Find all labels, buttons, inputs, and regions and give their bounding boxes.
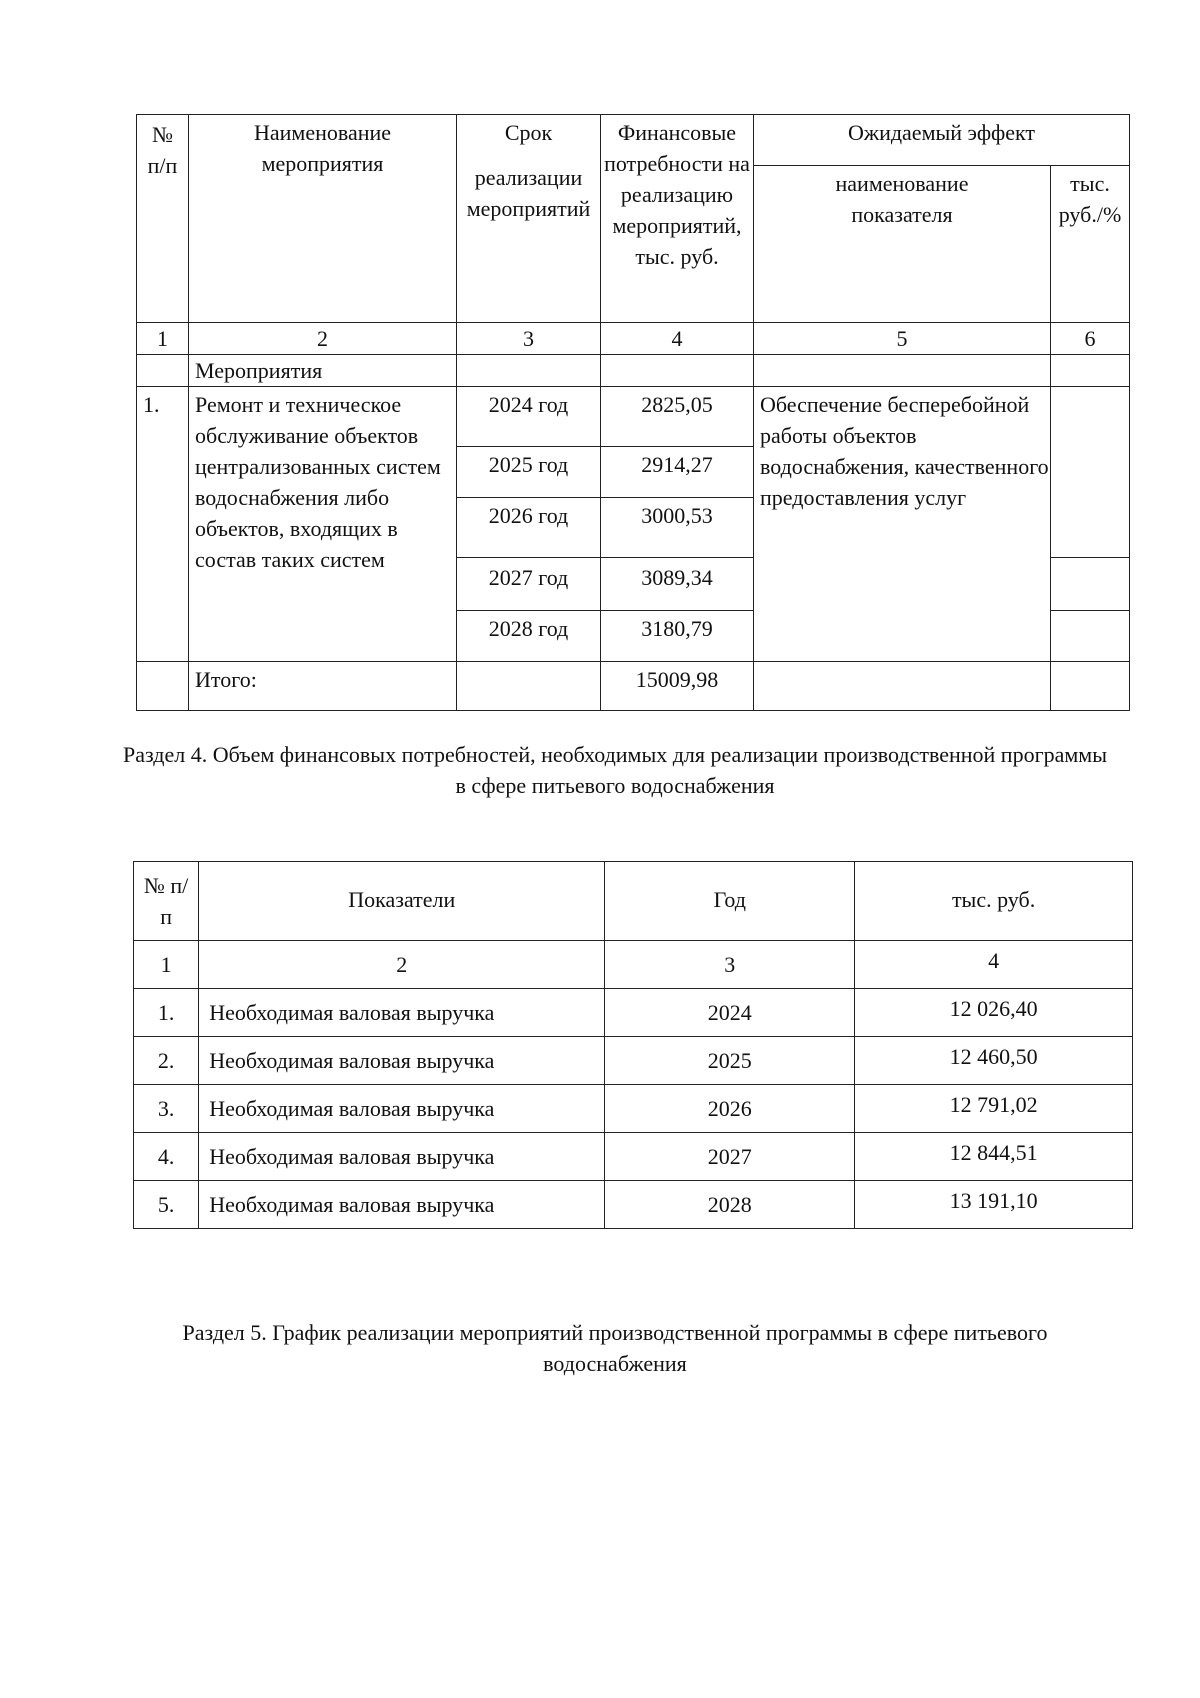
header-name-text: Наименование мероприятия bbox=[253, 120, 392, 176]
t2-colnum-2: 2 bbox=[199, 941, 605, 989]
row-value: 12 844,51 bbox=[855, 1133, 1133, 1181]
year-cell: 2028 год bbox=[457, 611, 601, 662]
header-num: № п/п bbox=[137, 115, 189, 323]
row-num: 4. bbox=[134, 1133, 199, 1181]
t2-colnum-4: 4 bbox=[855, 941, 1133, 989]
section-4-title: Раздел 4. Объем финансовых потребностей, необходимых для реализации производственной программы в сфере питьевого водоснабжения bbox=[122, 742, 1107, 798]
table-row bbox=[134, 1181, 1133, 1229]
unit-empty-b bbox=[1051, 558, 1130, 611]
section-label: Мероприятия bbox=[189, 355, 457, 387]
item-num: 1. bbox=[137, 387, 189, 662]
row-num: 5. bbox=[134, 1181, 199, 1229]
t2-header-num: № п/п bbox=[134, 862, 199, 941]
row-year: 2027 bbox=[605, 1133, 855, 1181]
value-cell: 3000,53 bbox=[601, 498, 754, 558]
year-cell: 2025 год bbox=[457, 447, 601, 498]
item-effect: Обеспечение бесперебойной работы объектов водоснабжения, качественного предоставления услуг bbox=[754, 387, 1051, 662]
row-indicator: Необходимая валовая выручка bbox=[199, 1037, 605, 1085]
value-cell: 2914,27 bbox=[601, 447, 754, 498]
measures-table bbox=[136, 114, 1130, 711]
row-indicator: Необходимая валовая выручка bbox=[199, 1133, 605, 1181]
total-value: 15009,98 bbox=[601, 662, 754, 711]
total-empty-3 bbox=[457, 662, 601, 711]
row-year: 2026 bbox=[605, 1085, 855, 1133]
year-cell: 2024 год bbox=[457, 387, 601, 447]
row-value: 12 026,40 bbox=[855, 989, 1133, 1037]
year-cell: 2026 год bbox=[457, 498, 601, 558]
colnum-4: 4 bbox=[601, 323, 754, 355]
header-effect: Ожидаемый эффект bbox=[754, 115, 1130, 166]
header-indicator: наименование показателя bbox=[754, 166, 1051, 323]
row-year: 2025 bbox=[605, 1037, 855, 1085]
header-term-bottom: реализации мероприятий bbox=[466, 165, 591, 221]
item-name: Ремонт и техническое обслуживание объектов централизованных систем водоснабжения либо объектов, входящих в состав таких систем bbox=[189, 387, 457, 662]
header-name bbox=[189, 115, 457, 323]
section-empty-5 bbox=[754, 355, 1051, 387]
total-empty-1 bbox=[137, 662, 189, 711]
row-value: 12 460,50 bbox=[855, 1037, 1133, 1085]
header-finance: Финансовые потребности на реализацию мероприятий, тыс. руб. bbox=[601, 115, 754, 323]
row-year: 2024 bbox=[605, 989, 855, 1037]
header-unit: тыс. руб./% bbox=[1051, 166, 1130, 323]
table-row bbox=[134, 1037, 1133, 1085]
section-5-title: Раздел 5. График реализации мероприятий производственной программы в сфере питьевого водоснабжения bbox=[182, 1320, 1048, 1376]
total-empty-6 bbox=[1051, 662, 1130, 711]
colnum-2: 2 bbox=[189, 323, 457, 355]
section-empty-4 bbox=[601, 355, 754, 387]
value-cell: 3089,34 bbox=[601, 558, 754, 611]
unit-empty-a bbox=[1051, 387, 1130, 558]
row-year: 2028 bbox=[605, 1181, 855, 1229]
section-empty-3 bbox=[457, 355, 601, 387]
row-num: 1. bbox=[134, 989, 199, 1037]
year-cell: 2027 год bbox=[457, 558, 601, 611]
table-row bbox=[134, 1133, 1133, 1181]
total-empty-5 bbox=[754, 662, 1051, 711]
table-row bbox=[134, 1085, 1133, 1133]
t2-header-indicator: Показатели bbox=[199, 862, 605, 941]
colnum-5: 5 bbox=[754, 323, 1051, 355]
section-empty-1 bbox=[137, 355, 189, 387]
colnum-3: 3 bbox=[457, 323, 601, 355]
total-label: Итого: bbox=[189, 662, 457, 711]
row-indicator: Необходимая валовая выручка bbox=[199, 1181, 605, 1229]
header-term-top: Срок bbox=[504, 120, 553, 145]
row-value: 13 191,10 bbox=[855, 1181, 1133, 1229]
t2-header-year: Год bbox=[605, 862, 855, 941]
table-row bbox=[134, 989, 1133, 1037]
row-num: 2. bbox=[134, 1037, 199, 1085]
t2-header-value: тыс. руб. bbox=[855, 862, 1133, 941]
unit-empty-c bbox=[1051, 611, 1130, 662]
row-value: 12 791,02 bbox=[855, 1085, 1133, 1133]
section-empty-6 bbox=[1051, 355, 1130, 387]
t2-colnum-3: 3 bbox=[605, 941, 855, 989]
row-indicator: Необходимая валовая выручка bbox=[199, 1085, 605, 1133]
row-indicator: Необходимая валовая выручка bbox=[199, 989, 605, 1037]
colnum-6: 6 bbox=[1051, 323, 1130, 355]
revenue-table bbox=[133, 861, 1133, 1229]
colnum-1: 1 bbox=[137, 323, 189, 355]
row-num: 3. bbox=[134, 1085, 199, 1133]
value-cell: 2825,05 bbox=[601, 387, 754, 447]
header-term bbox=[457, 115, 601, 323]
t2-colnum-1: 1 bbox=[134, 941, 199, 989]
value-cell: 3180,79 bbox=[601, 611, 754, 662]
